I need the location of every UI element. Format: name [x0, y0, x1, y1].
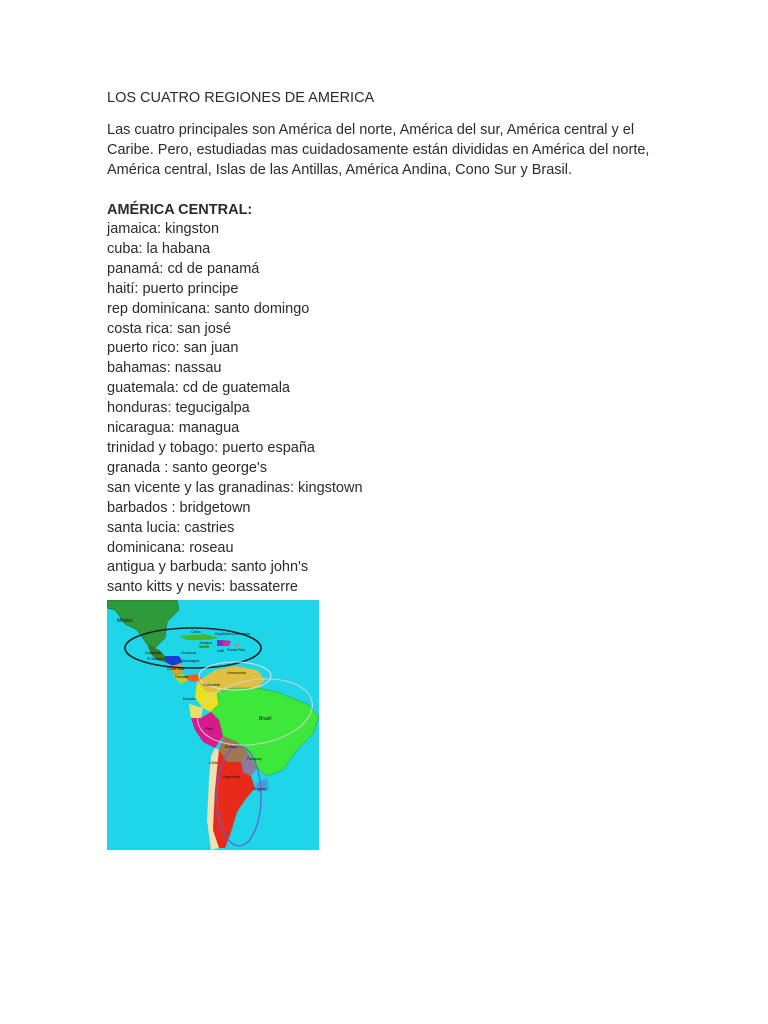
cuba-label: Cuba	[191, 629, 201, 634]
honduras-label: Honduras	[181, 651, 197, 655]
list-item: barbados : bridgetown	[107, 499, 251, 516]
haiti-label: Haití	[217, 649, 225, 653]
ecuador-label: Ecuador	[183, 697, 197, 701]
colombia-label: Colombia	[203, 682, 220, 687]
list-item: cuba: la habana	[107, 240, 211, 257]
list-item: jamaica: kingston	[107, 221, 220, 237]
intro-paragraph: Las cuatro principales son América del norte, América del sur, América central y el Caribe. Pero, estudiadas mas cuidadosamente están divididas en América del norte, América central, Islas de las Antillas, América Andina, Cono Sur y Brasil.	[107, 122, 650, 178]
list-item: rep dominicana: santo domingo	[107, 300, 310, 317]
nicaragua-label: Nicaragua	[183, 659, 199, 663]
argentina-label: Argentina	[223, 774, 241, 779]
el-salvador-label: El Salvador	[147, 657, 165, 661]
list-item: granada : santo george's	[107, 459, 267, 476]
puerto-rico-shape	[235, 644, 239, 646]
list-item: antigua y barbuda: santo john's	[107, 559, 309, 576]
guatemala-label: Guatemala	[145, 651, 163, 655]
list-item: dominicana: roseau	[107, 539, 234, 556]
section-heading: AMÉRICA CENTRAL:	[107, 202, 253, 218]
map-svg	[107, 600, 319, 850]
list-item: honduras: tegucigalpa	[107, 400, 250, 417]
puerto-rico-label: Puerto Rico	[227, 648, 246, 652]
jamaica-label: Jamaica	[199, 641, 213, 645]
list-item: costa rica: san josé	[107, 320, 232, 337]
peru-label: Perú	[205, 726, 214, 731]
mexico-label: México	[117, 618, 133, 624]
list-item: guatemala: cd de guatemala	[107, 380, 290, 397]
haiti-shape	[217, 640, 223, 646]
document-page	[107, 88, 667, 598]
list-item: nicaragua: managua	[107, 420, 240, 437]
list-item: bahamas: nassau	[107, 360, 222, 377]
document-title: LOS CUATRO REGIONES DE AMERICA	[107, 90, 375, 106]
brasil-label: Brasil	[259, 716, 272, 722]
paraguay-label: Paraguay	[247, 757, 262, 761]
list-item: santa lucia: castries	[107, 519, 235, 536]
list-item: santo kitts y nevis: bassaterre	[107, 579, 298, 596]
list-item: haití: puerto principe	[107, 280, 239, 297]
uruguay-label: Uruguay	[253, 787, 267, 791]
rep-dom-label: República Dominicana	[215, 632, 251, 636]
list-item: puerto rico: san juan	[107, 340, 239, 357]
bolivia-label: Bolivia	[225, 744, 237, 749]
country-capital-list	[107, 220, 667, 598]
list-item: trinidad y tobago: puerto españa	[107, 439, 315, 456]
venezuela-label: Venezuela	[227, 670, 246, 675]
chile-label: Chile	[209, 760, 219, 765]
panama-label: Panamá	[175, 675, 189, 679]
costa-rica-label: Costa Rica	[167, 667, 185, 671]
list-item: panamá: cd de panamá	[107, 260, 260, 277]
list-item: san vicente y las granadinas: kingstown	[107, 479, 363, 496]
latin-america-map	[107, 600, 319, 850]
